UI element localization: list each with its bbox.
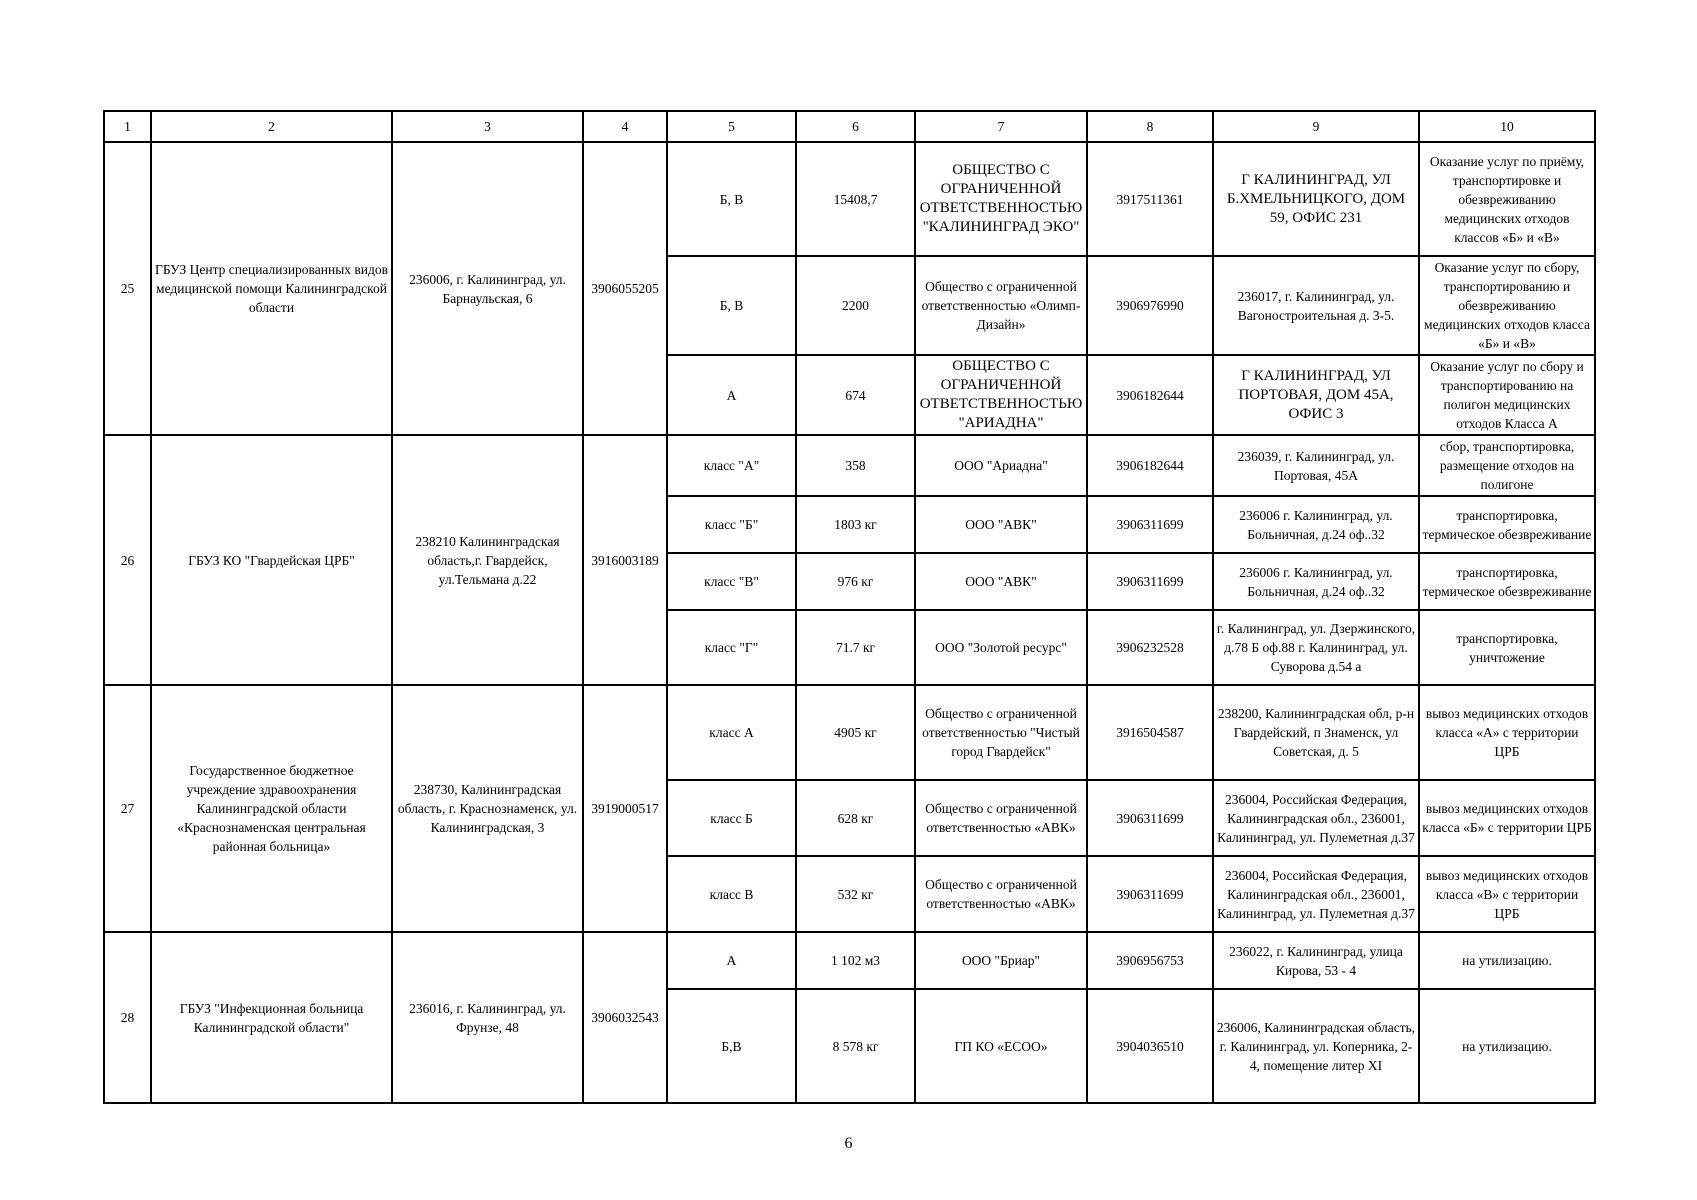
waste-amount-cell: 674 — [796, 355, 915, 435]
contractor-inn-cell: 3906182644 — [1087, 355, 1213, 435]
contractor-name-cell: Общество с ограниченной ответственностью "Чистый город Гвардейск" — [915, 685, 1087, 780]
header-cell: 10 — [1419, 111, 1595, 142]
waste-class-cell: класс "Б" — [667, 496, 796, 553]
contractor-name-cell: ООО "АВК" — [915, 496, 1087, 553]
header-cell: 6 — [796, 111, 915, 142]
contractor-address-cell: 236039, г. Калининград, ул. Портовая, 45А — [1213, 435, 1419, 496]
contractor-name-cell: Общество с ограниченной ответственностью «АВК» — [915, 780, 1087, 856]
contractor-address-cell: 236006, Калининградская область, г. Калининград, ул. Коперника, 2-4, помещение литер XI — [1213, 989, 1419, 1103]
organization-inn-cell: 3916003189 — [583, 435, 667, 685]
waste-class-cell: класс "А" — [667, 435, 796, 496]
waste-amount-cell: 2200 — [796, 256, 915, 355]
contractor-name-cell: ООО "АВК" — [915, 553, 1087, 610]
waste-amount-cell: 1 102 м3 — [796, 932, 915, 989]
contractor-inn-cell: 3906956753 — [1087, 932, 1213, 989]
contractor-name-cell: ООО "Бриар" — [915, 932, 1087, 989]
organization-address-cell: 236016, г. Калининград, ул. Фрунзе, 48 — [392, 932, 583, 1103]
header-cell: 9 — [1213, 111, 1419, 142]
waste-amount-cell: 71.7 кг — [796, 610, 915, 685]
service-description-cell: Оказание услуг по приёму, транспортировке и обезвреживанию медицинских отходов классов «Б» и «В» — [1419, 142, 1595, 256]
row-number-cell: 25 — [104, 142, 151, 435]
contractor-address-cell: 236004, Российская Федерация, Калининградская обл., 236001, Калининград, ул. Пулеметная д.37 — [1213, 856, 1419, 932]
service-description-cell: сбор, транспортировка, размещение отходов на полигоне — [1419, 435, 1595, 496]
contractor-address-cell: 236004, Российская Федерация, Калининградская обл., 236001, Калининград, ул. Пулеметная д.37 — [1213, 780, 1419, 856]
waste-amount-cell: 15408,7 — [796, 142, 915, 256]
organization-cell: ГБУЗ Центр специализированных видов медицинской помощи Калининградской области — [151, 142, 392, 435]
service-description-cell: на утилизацию. — [1419, 932, 1595, 989]
waste-class-cell: А — [667, 355, 796, 435]
waste-amount-cell: 4905 кг — [796, 685, 915, 780]
contractor-address-cell: г. Калининград, ул. Дзержинского, д.78 Б оф.88 г. Калининград, ул. Суворова д.54 а — [1213, 610, 1419, 685]
service-description-cell: вывоз медицинских отходов класса «В» с территории ЦРБ — [1419, 856, 1595, 932]
waste-class-cell: Б,В — [667, 989, 796, 1103]
contractor-address-cell: Г КАЛИНИНГРАД, УЛ Б.ХМЕЛЬНИЦКОГО, ДОМ 59, ОФИС 231 — [1213, 142, 1419, 256]
organization-cell: ГБУЗ КО "Гвардейская ЦРБ" — [151, 435, 392, 685]
waste-contracts-table — [103, 110, 1596, 1104]
waste-class-cell: А — [667, 932, 796, 989]
waste-amount-cell: 1803 кг — [796, 496, 915, 553]
service-description-cell: вывоз медицинских отходов класса «Б» с территории ЦРБ — [1419, 780, 1595, 856]
contractor-address-cell: 236006 г. Калининград, ул. Больничная, д.24 оф..32 — [1213, 553, 1419, 610]
organization-cell: ГБУЗ "Инфекционная больница Калининградской области" — [151, 932, 392, 1103]
contractor-address-cell: 236022, г. Калининград, улица Кирова, 53 - 4 — [1213, 932, 1419, 989]
service-description-cell: вывоз медицинских отходов класса «А» с территории ЦРБ — [1419, 685, 1595, 780]
waste-class-cell: Б, В — [667, 142, 796, 256]
waste-class-cell: класс А — [667, 685, 796, 780]
header-cell: 8 — [1087, 111, 1213, 142]
table-row — [104, 685, 1595, 780]
service-description-cell: транспортировка, уничтожение — [1419, 610, 1595, 685]
contractor-name-cell: ГП КО «ЕСОО» — [915, 989, 1087, 1103]
service-description-cell: на утилизацию. — [1419, 989, 1595, 1103]
organization-address-cell: 236006, г. Калининград, ул. Барнаульская, 6 — [392, 142, 583, 435]
contractor-inn-cell: 3906182644 — [1087, 435, 1213, 496]
header-cell: 3 — [392, 111, 583, 142]
table-row — [104, 932, 1595, 989]
organization-address-cell: 238210 Калининградская область,г. Гвардейск, ул.Тельмана д.22 — [392, 435, 583, 685]
header-cell: 7 — [915, 111, 1087, 142]
contractor-inn-cell: 3917511361 — [1087, 142, 1213, 256]
contractor-name-cell: Общество с ограниченной ответственностью «АВК» — [915, 856, 1087, 932]
waste-class-cell: Б, В — [667, 256, 796, 355]
contractor-name-cell: ОБЩЕСТВО С ОГРАНИЧЕННОЙ ОТВЕТСТВЕННОСТЬЮ "АРИАДНА" — [915, 355, 1087, 435]
header-cell: 5 — [667, 111, 796, 142]
waste-amount-cell: 8 578 кг — [796, 989, 915, 1103]
row-number-cell: 28 — [104, 932, 151, 1103]
contractor-inn-cell: 3904036510 — [1087, 989, 1213, 1103]
contractor-inn-cell: 3906311699 — [1087, 553, 1213, 610]
waste-class-cell: класс "В" — [667, 553, 796, 610]
waste-class-cell: класс "Г" — [667, 610, 796, 685]
waste-class-cell: класс В — [667, 856, 796, 932]
header-cell: 1 — [104, 111, 151, 142]
contractor-address-cell: 236017, г. Калининград, ул. Вагоностроительная д. 3-5. — [1213, 256, 1419, 355]
contractor-name-cell: ООО "Золотой ресурс" — [915, 610, 1087, 685]
row-number-cell: 26 — [104, 435, 151, 685]
service-description-cell: Оказание услуг по сбору, транспортированию и обезвреживанию медицинских отходов класса «Б» и «В» — [1419, 256, 1595, 355]
waste-amount-cell: 976 кг — [796, 553, 915, 610]
waste-amount-cell: 532 кг — [796, 856, 915, 932]
contractor-inn-cell: 3906976990 — [1087, 256, 1213, 355]
table-row — [104, 142, 1595, 256]
table-row — [104, 435, 1595, 496]
waste-class-cell: класс Б — [667, 780, 796, 856]
organization-inn-cell: 3906055205 — [583, 142, 667, 435]
organization-address-cell: 238730, Калининградская область, г. Краснознаменск, ул. Калининградская, 3 — [392, 685, 583, 932]
contractor-name-cell: ОБЩЕСТВО С ОГРАНИЧЕННОЙ ОТВЕТСТВЕННОСТЬЮ "КАЛИНИНГРАД ЭКО" — [915, 142, 1087, 256]
contractor-inn-cell: 3906311699 — [1087, 856, 1213, 932]
header-row — [104, 111, 1595, 142]
contractor-inn-cell: 3906311699 — [1087, 780, 1213, 856]
service-description-cell: Оказание услуг по сбору и транспортированию на полигон медицинских отходов Класса А — [1419, 355, 1595, 435]
organization-cell: Государственное бюджетное учреждение здравоохранения Калининградской области «Краснознаменская центральная районная больница» — [151, 685, 392, 932]
contractor-address-cell: Г КАЛИНИНГРАД, УЛ ПОРТОВАЯ, ДОМ 45А, ОФИС 3 — [1213, 355, 1419, 435]
header-cell: 4 — [583, 111, 667, 142]
contractor-address-cell: 238200, Калининградская обл, р-н Гвардейский, п Знаменск, ул Советская, д. 5 — [1213, 685, 1419, 780]
contractor-inn-cell: 3906232528 — [1087, 610, 1213, 685]
waste-amount-cell: 628 кг — [796, 780, 915, 856]
contractor-inn-cell: 3906311699 — [1087, 496, 1213, 553]
waste-amount-cell: 358 — [796, 435, 915, 496]
page-number: 6 — [844, 1135, 853, 1152]
contractor-inn-cell: 3916504587 — [1087, 685, 1213, 780]
contractor-name-cell: ООО "Ариадна" — [915, 435, 1087, 496]
header-cell: 2 — [151, 111, 392, 142]
service-description-cell: транспортировка, термическое обезвреживание — [1419, 553, 1595, 610]
organization-inn-cell: 3906032543 — [583, 932, 667, 1103]
row-number-cell: 27 — [104, 685, 151, 932]
contractor-name-cell: Общество с ограниченной ответственностью «Олимп-Дизайн» — [915, 256, 1087, 355]
service-description-cell: транспортировка, термическое обезвреживание — [1419, 496, 1595, 553]
contractor-address-cell: 236006 г. Калининград, ул. Больничная, д.24 оф..32 — [1213, 496, 1419, 553]
organization-inn-cell: 3919000517 — [583, 685, 667, 932]
